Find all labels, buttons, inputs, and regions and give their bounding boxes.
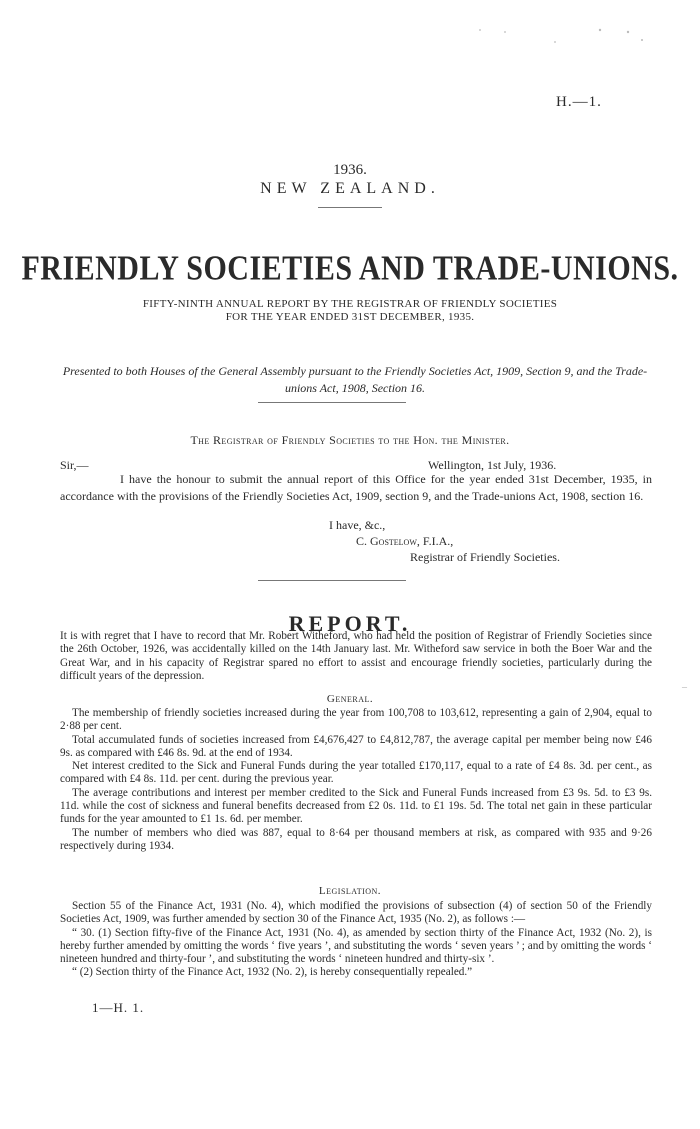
letter-closing: I have, &c., (329, 518, 386, 532)
document-subtitle (80, 298, 620, 324)
general-paragraph: The membership of friendly societies increased during the year from 100,708 to 103,612, representing a gain of 2,904, equal to 2·88 per cent. (60, 707, 652, 733)
letter-heading: The Registrar of Friendly Societies to the Hon. the Minister. (190, 433, 510, 447)
section-heading-general: General. (326, 693, 374, 705)
country-heading: NEW ZEALAND. (260, 180, 440, 197)
legislation-section (60, 900, 652, 980)
letter-signatory: C. Gostelow, F.I.A., (356, 534, 454, 548)
footer-page-reference: 1—H. 1. (92, 1000, 145, 1015)
letter-signatory-title: Registrar of Friendly Societies. (410, 550, 560, 564)
page-reference: H.—1. (556, 94, 602, 110)
faint-stamp-marks (460, 22, 660, 52)
divider (258, 402, 406, 403)
publication-year: 1936. (333, 162, 367, 178)
general-paragraph: The average contributions and interest per member credited to the Sick and Funeral Funds increased from £3 9s. 5d. to £3 9s. 11d. while the cost of sickness and funeral benefits decreased from £2 0s. 11d. to £1 19s. 5d. The total net gain in these particular funds for the year amounted to £1 1s. 6d. per member. (60, 786, 652, 826)
divider (318, 207, 382, 208)
letter-body: I have the honour to submit the annual report of this Office for the year ended 31st December, 1935, in accordance with the provisions of the Friendly Societies Act, 1909, section 9, and the Trade-unions Act, 1908, section 16. (60, 472, 652, 503)
legislation-paragraph: “ 30. (1) Section fifty-five of the Finance Act, 1931 (No. 4), as amended by section thirty of the Finance Act, 1932 (No. 2), is hereby further amended by omitting the words ‘ five years ’, and substituting the words ‘ seven years ’ ; and by omitting the words ‘ nineteen hundred and thirty-four ’, and substituting the words ‘ nineteen hundred and thirty-six ’. (60, 926, 652, 966)
letter-dateline: Wellington, 1st July, 1936. (428, 458, 557, 472)
general-paragraph: Total accumulated funds of societies increased from £4,676,427 to £4,812,787, the average capital per member being now £46 9s. as compared with £46 8s. 9d. at the end of 1934. (60, 733, 652, 759)
presentation-note: Presented to both Houses of the General Assembly pursuant to the Friendly Societies Act, 1909, Section 9, and the Trade-unions Act, 1908, Section 16. (62, 364, 648, 395)
subtitle-line-2: FOR THE YEAR ENDED 31ST DECEMBER, 1935. (225, 311, 475, 323)
general-section (60, 707, 652, 853)
legislation-paragraph: “ (2) Section thirty of the Finance Act, 1932 (No. 2), is hereby consequentially repealed.” (72, 966, 473, 979)
report-title: REPORT. (288, 611, 412, 636)
divider (258, 580, 406, 581)
legislation-paragraph: Section 55 of the Finance Act, 1931 (No. 4), which modified the provisions of subsection (4) of section 50 of the Friendly Societies Act, 1909, was further amended by section 30 of the Finance Act, 1935 (No. 2), as follows :— (60, 900, 652, 926)
section-heading-legislation: Legislation. (318, 885, 382, 897)
document-title: FRIENDLY SOCIETIES AND TRADE-UNIONS. (21, 248, 679, 288)
intro-paragraph: It is with regret that I have to record that Mr. Robert Witheford, who had held the position of Registrar of Friendly Societies since the 26th October, 1926, was accidentally killed on the 14th January last. Mr. Witheford saw service in both the Boer War and the Great War, and in his capacity of Registrar spared no effort to assist and encourage friendly societies, particularly during the difficult years of the depression. (60, 630, 652, 682)
general-paragraph: Net interest credited to the Sick and Funeral Funds during the year totalled £170,117, equal to a rate of £4 8s. 3d. per cent., as compared with £4 8s. 11d. per cent. during the previous year. (60, 760, 652, 786)
subtitle-line-1: FIFTY-NINTH ANNUAL REPORT BY THE REGISTRAR OF FRIENDLY SOCIETIES (142, 298, 558, 310)
letter-salutation: Sir,— (60, 458, 89, 472)
archive-stamp (460, 22, 660, 52)
report-intro (60, 630, 652, 683)
scan-mark: – (682, 682, 687, 693)
general-paragraph: The number of members who died was 887, equal to 8·64 per thousand members at risk, as compared with 935 and 9·26 respectively during 1934. (60, 826, 652, 852)
